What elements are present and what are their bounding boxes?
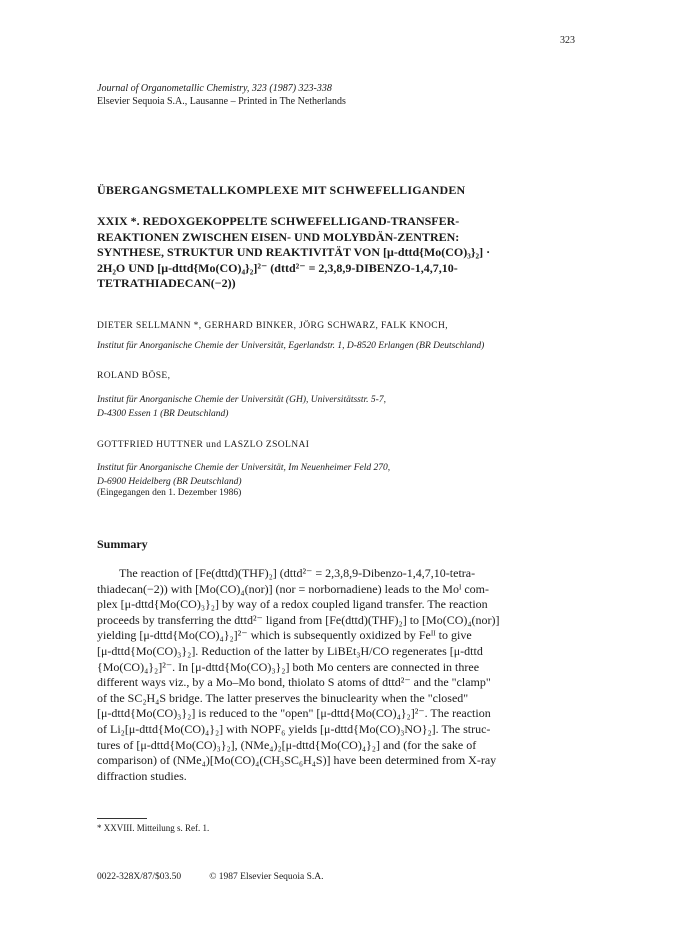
article-subtitle (97, 214, 567, 292)
summary-line: [μ-dttd{Mo(CO)₃}₂]. Reduction of the latter by LiBEt₃H/CO regenerates [μ-dttd (97, 643, 483, 658)
summary-line: The reaction of [Fe(dttd)(THF)₂] (dttd²⁻ = 2,3,8,9-Dibenzo-1,4,7,10-tetra- (119, 566, 476, 580)
summary-line: proceeds by transferring the dttd²⁻ ligand from [Fe(dttd)(THF)₂] to [Mo(CO)₄(nor)] (97, 612, 500, 627)
summary-line: tures of [μ-dttd{Mo(CO)₃}₂], (NMe₄)₂[μ-dttd{Mo(CO)₄}₂] and (for the sake of (97, 737, 477, 752)
summary-line: [μ-dttd{Mo(CO)₃}₂] is reduced to the "open" [μ-dttd{Mo(CO)₄}₂]²⁻. The reaction (97, 706, 491, 721)
summary-line: comparison) of (NMe₄)[Mo(CO)₄(CH₃SC₆H₄S)] have been determined from X-ray (97, 753, 497, 768)
article-title: ÜBERGANGSMETALLKOMPLEXE MIT SCHWEFELLIGANDEN (97, 183, 466, 197)
journal-citation (97, 82, 346, 108)
subtitle-line: 2H₂O UND [μ-dttd{Mo(CO)₄}₂]²⁻ (dttd²⁻ = 2,3,8,9-DIBENZO-1,4,7,10- (97, 260, 458, 275)
summary-line: yielding [μ-dttd{Mo(CO)₄}₂]²⁻ which is subsequently oxidized by Feᴵᴵ to give (97, 628, 472, 643)
journal-line-2: Elsevier Sequoia S.A., Lausanne – Printed in The Netherlands (97, 96, 346, 107)
author-group-1: DIETER SELLMANN *, GERHARD BINKER, JÖRG SCHWARZ, FALK KNOCH, (97, 321, 449, 331)
summary-line: different ways viz., by a Mo–Mo bond, thiolato S atoms of dttd²⁻ and the "clamp" (97, 675, 491, 690)
copyright-line (97, 872, 324, 882)
author-group-3: GOTTFRIED HUTTNER und LASZLO ZSOLNAI (97, 440, 310, 450)
summary-line: of Li₂[μ-dttd{Mo(CO)₄}₂] with NOPF₆ yields [μ-dttd{Mo(CO)₃NO}₂]. The struc- (97, 721, 491, 736)
affiliation-line: D-6900 Heidelberg (BR Deutschland) (97, 477, 242, 487)
subtitle-line: TETRATHIADECAN(−2)) (97, 276, 236, 290)
subtitle-line: REAKTIONEN ZWISCHEN EISEN- UND MOLYBDÄN-ZENTREN: (97, 229, 460, 244)
footnote-divider (97, 818, 147, 819)
summary-heading: Summary (97, 537, 148, 551)
footnote: * XXVIII. Mitteilung s. Ref. 1. (97, 823, 210, 833)
summary-line: thiadecan(−2)) with [Mo(CO)₄(nor)] (nor = norbornadiene) leads to the Moᴵ com- (97, 581, 489, 596)
page-number: 323 (560, 35, 575, 46)
affiliation-essen (97, 393, 386, 421)
affiliation-line: D-4300 Essen 1 (BR Deutschland) (97, 409, 229, 419)
affiliation-heidelberg (97, 461, 390, 489)
journal-line-1: Journal of Organometallic Chemistry, 323 (1987) 323-338 (97, 83, 332, 94)
author-group-2: ROLAND BÖSE, (97, 371, 171, 381)
article-code: 0022-328X/87/$03.50 (97, 872, 182, 882)
summary-text (97, 566, 567, 784)
subtitle-line: SYNTHESE, STRUKTUR UND REAKTIVITÄT VON [μ-dttd{Mo(CO)₃}₂] · (97, 245, 491, 259)
subtitle-line: XXIX *. REDOXGEKOPPELTE SCHWEFELLIGAND-TRANSFER- (97, 214, 460, 228)
affiliation-line: Institut für Anorganische Chemie der Universität (GH), Universitätsstr. 5-7, (97, 395, 386, 405)
summary-line: plex [μ-dttd{Mo(CO)₃}₂] by way of a redox coupled ligand transfer. The reaction (97, 597, 488, 612)
affiliation-erlangen: Institut für Anorganische Chemie der Universität, Egerlandstr. 1, D-8520 Erlangen (BR Deutschland) (97, 341, 485, 351)
summary-line: diffraction studies. (97, 768, 187, 783)
copyright-notice: © 1987 Elsevier Sequoia S.A. (209, 872, 324, 882)
summary-line: of the SC₂H₄S bridge. The latter preserves the binuclearity when the "closed" (97, 690, 469, 705)
affiliation-line: Institut für Anorganische Chemie der Universität, Im Neuenheimer Feld 270, (97, 463, 391, 473)
summary-line: {Mo(CO)₄}₂]²⁻. In [μ-dttd{Mo(CO)₃}₂] both Mo centers are connected in three (97, 659, 480, 674)
received-date: (Eingegangen den 1. Dezember 1986) (97, 488, 242, 498)
